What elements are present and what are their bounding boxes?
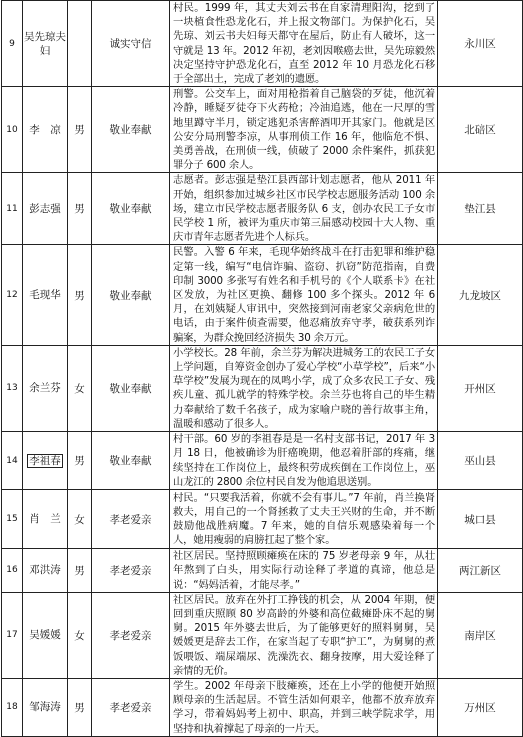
row-number: 18 bbox=[2, 678, 23, 736]
award-category: 敬业奉献 bbox=[92, 87, 170, 173]
person-sex: 男 bbox=[68, 678, 92, 736]
row-number: 11 bbox=[2, 173, 23, 245]
district: 九龙坡区 bbox=[438, 245, 523, 345]
person-description: 社区居民。坚持照顾瘫痪在床的 75 岁老母亲 9 年，从壮年熬到了白头，用实际行动诠释了孝道的真谛，他总是说：“妈妈活着，才能尽孝。” bbox=[170, 549, 438, 593]
person-name: 邓洪涛 bbox=[23, 549, 68, 593]
person-name-highlighted: 李祖春 bbox=[29, 454, 61, 467]
district: 永川区 bbox=[438, 1, 523, 87]
person-name: 李 凉 bbox=[23, 87, 68, 173]
table-row bbox=[2, 345, 523, 431]
person-sex: 女 bbox=[68, 490, 92, 549]
district: 南岸区 bbox=[438, 592, 523, 678]
district: 巫山县 bbox=[438, 432, 523, 490]
district: 北碚区 bbox=[438, 87, 523, 173]
district: 城口县 bbox=[438, 490, 523, 549]
table-row bbox=[2, 173, 523, 245]
person-name: 吴媛媛 bbox=[23, 592, 68, 678]
person-description: 志愿者。彭志强是垫江县西部计划志愿者，他从 2011 年开始，组织参加过城乡社区市民学校志愿服务活动 100 余场，建立市民学校志愿者服务队 6 支，创办农民工子女市民学校 1 所，被评为重庆市第三届感动校园十大人物、重庆市青年志愿者先进个人标兵。 bbox=[170, 173, 438, 245]
award-category: 敬业奉献 bbox=[92, 432, 170, 490]
table-row bbox=[2, 549, 523, 593]
person-description: 村民。“只要我活着，你就不会有事儿。”7 年前，肖兰换肾救夫，用自己的一个肾拯救了丈夫王兴财的生命，并不断鼓励他战胜病魔。7 年来，她的自信乐观感染着每一个人，她用瘦弱的肩膀扛起了整个家。 bbox=[170, 490, 438, 549]
person-sex bbox=[68, 1, 92, 87]
person-sex: 女 bbox=[68, 592, 92, 678]
award-category: 敬业奉献 bbox=[92, 245, 170, 345]
row-number: 12 bbox=[2, 245, 23, 345]
row-number: 17 bbox=[2, 592, 23, 678]
person-name bbox=[23, 432, 68, 490]
table-row bbox=[2, 432, 523, 490]
person-name: 彭志强 bbox=[23, 173, 68, 245]
person-sex: 男 bbox=[68, 549, 92, 593]
table-row bbox=[2, 490, 523, 549]
person-description: 村干部。60 岁的李祖春是是一名村支部书记，2017 年 3 月 18 日，他被确诊为肝癌晚期，他忍着肝部的疼痛，继续坚持在工作岗位上，最终积劳成疾倒在工作岗位上，巫山龙江的 2800 余位村民自发为他追思送别。 bbox=[170, 432, 438, 490]
row-number: 9 bbox=[2, 1, 23, 87]
award-category: 敬业奉献 bbox=[92, 173, 170, 245]
table-row bbox=[2, 1, 523, 87]
person-name: 邹海涛 bbox=[23, 678, 68, 736]
award-category: 孝老爱亲 bbox=[92, 490, 170, 549]
award-category: 诚实守信 bbox=[92, 1, 170, 87]
district: 垫江县 bbox=[438, 173, 523, 245]
person-name: 毛现华 bbox=[23, 245, 68, 345]
table-row bbox=[2, 678, 523, 736]
award-category: 孝老爱亲 bbox=[92, 592, 170, 678]
person-description: 社区居民。放弃在外打工挣钱的机会，从 2004 年期，便回到重庆照顾 80 岁高龄的外婆和高位截瘫卧床不起的舅舅。2015 年外婆去世后，为了能够更好的照料舅舅，吴媛媛更是辞去工作，在家当起了专职“护工”，为舅舅的煮饭喂饭、端屎端尿、洗澡洗衣、翻身按摩，用大爱诠释了亲情的无价。 bbox=[170, 592, 438, 678]
table-row bbox=[2, 245, 523, 345]
row-number: 16 bbox=[2, 549, 23, 593]
person-name: 肖 兰 bbox=[23, 490, 68, 549]
person-description: 民警。入警 6 年来，毛现华始终战斗在打击犯罪和维护稳定第一线，编写“电信诈骗、盗窃、扒窃”防范指南，自费印制 3000 多张写有姓名和手机号的《个人联系卡》在社区发放，为社区更换、翻修 100 多个探头。2012 年 6 月，在刘姨疑人审讯中，突然接到河南老家父亲病危世的电话，由于案件侦查需要，他忍痛放弃守孝，破获系列诈骗案，为群众挽回经济损失 30 余万元。 bbox=[170, 245, 438, 345]
person-name: 吴先琼夫妇 bbox=[23, 1, 68, 87]
table-row bbox=[2, 592, 523, 678]
district: 两江新区 bbox=[438, 549, 523, 593]
person-sex: 男 bbox=[68, 245, 92, 345]
person-sex: 女 bbox=[68, 345, 92, 431]
district: 万州区 bbox=[438, 678, 523, 736]
table-row bbox=[2, 87, 523, 173]
award-category: 敬业奉献 bbox=[92, 345, 170, 431]
award-table bbox=[1, 0, 523, 737]
person-description: 刑警。公交车上，面对用枪指着自己脑袋的歹徒，他沉着冷静，睡疑歹徒夺下火药枪；冷油追逃，他在一尺厚的雪地里蹲守半月，锁定逃犯杀害醉酒叩开其家门。他就是区公安分局刑警李凉，从事刑侦工作 16 年，他临危不惧、美勇善战，在刑侦一线，侦破了 2000 余件案件，抓获犯罪分子 600 余人。 bbox=[170, 87, 438, 173]
row-number: 13 bbox=[2, 345, 23, 431]
person-sex: 男 bbox=[68, 87, 92, 173]
award-category: 孝老爱亲 bbox=[92, 678, 170, 736]
row-number: 10 bbox=[2, 87, 23, 173]
person-sex: 男 bbox=[68, 432, 92, 490]
person-description: 小学校长。28 年前，余兰芬为解决进城务工的农民工子女上学问题，自筹资金创办了爱心学校“小草学校”，后来“小草学校”发展为现在的凤鸣小学，成了众多农民工子女、残疾儿童、孤儿就学的特殊学校。余兰芬也将自己的毕生精力奉献给了数千名孩子，成为家喻户晓的善行故事主角，温暖和感动了很多人。 bbox=[170, 345, 438, 431]
row-number: 14 bbox=[2, 432, 23, 490]
person-description: 学生。2002 年母亲下肢瘫痪，还在上小学的他便开始照顾母亲的生活起居。不管生活如何艰辛，他都不放弃放弃学习，带着妈妈考上初中、职高，并到三峡学院求学，用坚持和执着撑起了母亲的一片天。 bbox=[170, 678, 438, 736]
district: 开州区 bbox=[438, 345, 523, 431]
person-description: 村民。1999 年，其丈夫刘云书在自家清理阳沟，挖到了一块植食性恐龙化石，并上报文物部门。为保护化石，吴先琼、刘云书夫妇每天都守在屋后，防止有人破坏，这一守就是 13 年。2012 年初，老刘因喉癌去世，吴先琼毅然决定坚持守护恐龙化石，直至 2012 年 10 月恐龙化石移于全部出土，完成了老刘的遗愿。 bbox=[170, 1, 438, 87]
row-number: 15 bbox=[2, 490, 23, 549]
person-name: 余兰芬 bbox=[23, 345, 68, 431]
person-sex: 男 bbox=[68, 173, 92, 245]
award-category: 孝老爱亲 bbox=[92, 549, 170, 593]
